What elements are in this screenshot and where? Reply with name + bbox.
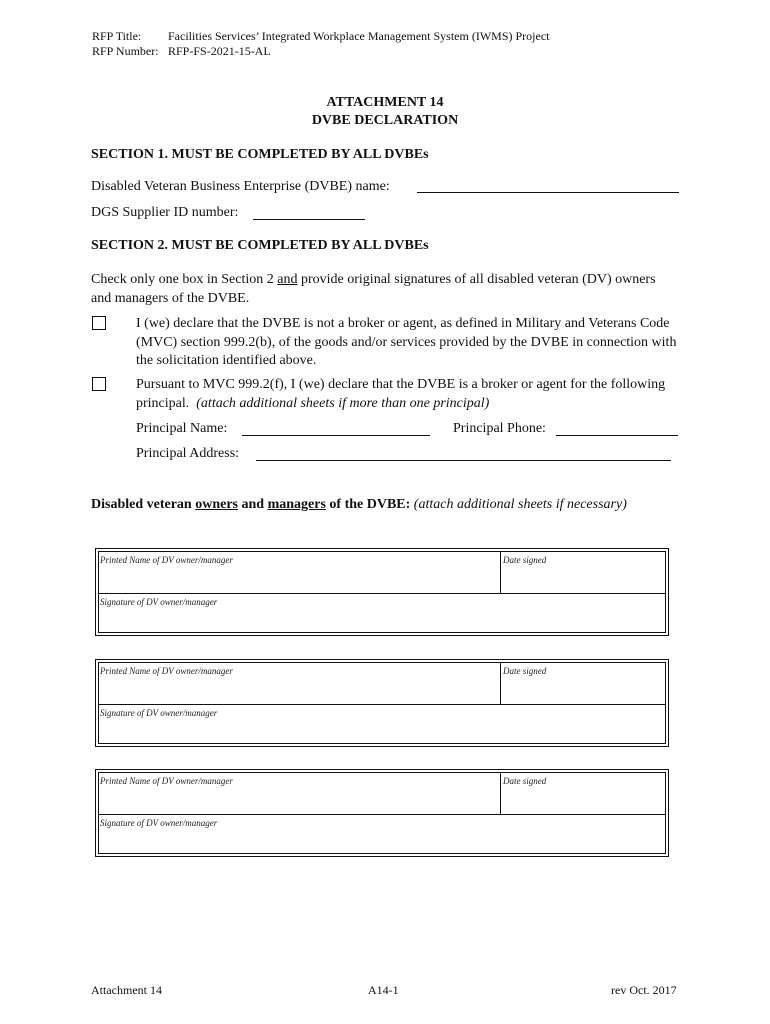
signature-label: Signature of DV owner/manager xyxy=(100,818,218,828)
section2-intro: Check only one box in Section 2 and provide original signatures of all disabled veteran (DV) owners and managers of the DVBE. xyxy=(91,272,656,306)
supplier-id-field[interactable] xyxy=(253,219,365,220)
principal-name-label: Principal Name: xyxy=(136,421,228,436)
signature-block xyxy=(95,769,669,857)
printed-name-label: Printed Name of DV owner/manager xyxy=(100,666,233,676)
principal-address-field[interactable] xyxy=(256,460,671,461)
principal-address-label: Principal Address: xyxy=(136,446,240,461)
not-broker-checkbox[interactable] xyxy=(92,316,106,330)
broker-statement: Pursuant to MVC 999.2(f), I (we) declare that the DVBE is a broker or agent for the following principal. (attach additional sheets if more than one principal) xyxy=(136,377,666,411)
dvbe-name-field[interactable] xyxy=(417,192,679,193)
principal-name-field[interactable] xyxy=(242,435,430,436)
printed-name-label: Printed Name of DV owner/manager xyxy=(100,555,233,565)
rfp-title-value: Facilities Services’ Integrated Workplace Management System (IWMS) Project xyxy=(168,29,550,43)
revision-date: rev Oct. 2017 xyxy=(611,983,677,997)
signature-label: Signature of DV owner/manager xyxy=(100,597,218,607)
supplier-id-label: DGS Supplier ID number: xyxy=(91,205,239,220)
date-signed-label: Date signed xyxy=(503,555,547,565)
rfp-number-value: RFP-FS-2021-15-AL xyxy=(168,44,271,58)
signature-label: Signature of DV owner/manager xyxy=(100,708,218,718)
broker-checkbox[interactable] xyxy=(92,377,106,391)
signature-block xyxy=(95,659,669,747)
rfp-number-label: RFP Number: xyxy=(92,44,159,58)
section1-heading: SECTION 1. MUST BE COMPLETED BY ALL DVBEs xyxy=(91,147,429,162)
signature-block xyxy=(95,548,669,636)
page-number: A14-1 xyxy=(368,983,399,997)
date-signed-label: Date signed xyxy=(503,666,547,676)
not-broker-statement: I (we) declare that the DVBE is not a broker or agent, as defined in Military and Veterans Code (MVC) section 999.2(b), of the goods and/or services provided by the DVBE in connection with the solicitation identified above. xyxy=(136,316,677,368)
principal-phone-field[interactable] xyxy=(556,435,678,436)
attachment-title: ATTACHMENT 14 xyxy=(326,95,444,110)
printed-name-label: Printed Name of DV owner/manager xyxy=(100,776,233,786)
rfp-title-label: RFP Title: xyxy=(92,29,142,43)
date-signed-label: Date signed xyxy=(503,776,547,786)
principal-phone-label: Principal Phone: xyxy=(453,421,546,436)
owners-heading: Disabled veteran owners and managers of the DVBE: (attach additional sheets if necessary) xyxy=(91,497,627,512)
section2-heading: SECTION 2. MUST BE COMPLETED BY ALL DVBEs xyxy=(91,238,429,253)
dvbe-name-label: Disabled Veteran Business Enterprise (DVBE) name: xyxy=(91,179,390,194)
declaration-title: DVBE DECLARATION xyxy=(311,113,459,128)
footer-left: Attachment 14 xyxy=(91,983,162,997)
